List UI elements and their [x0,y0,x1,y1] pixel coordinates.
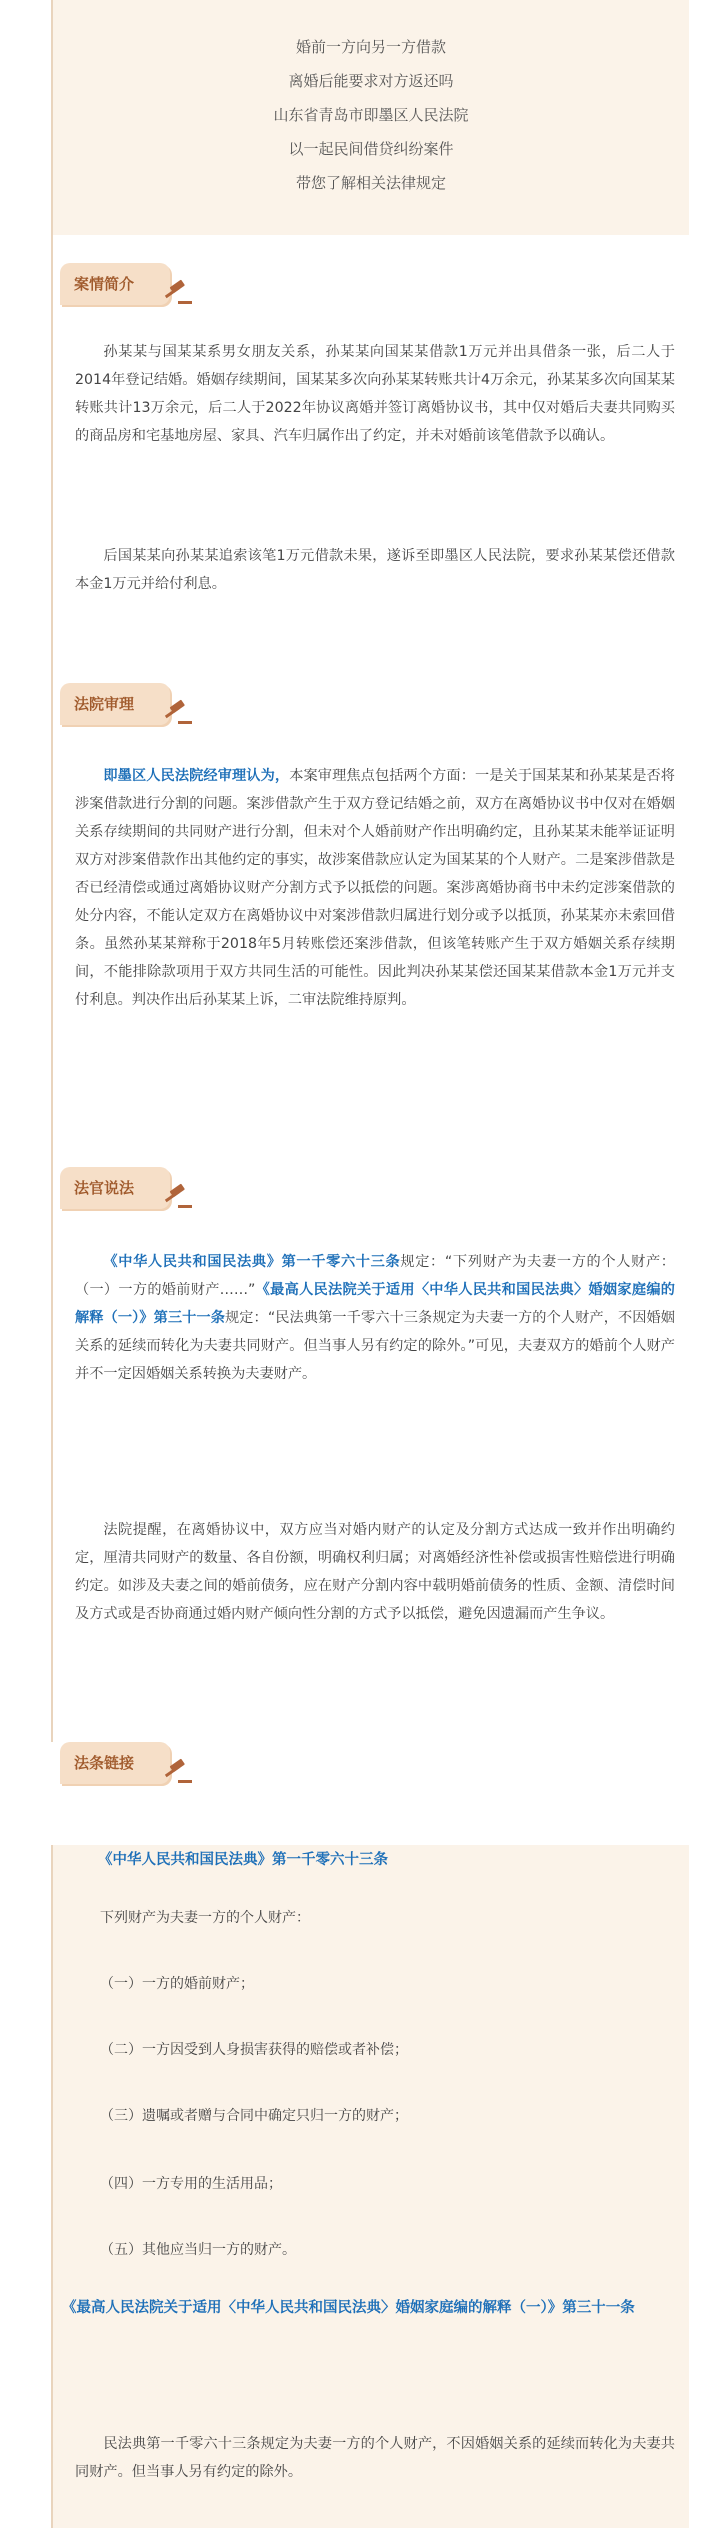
case-tab-label: 案情简介 [74,275,135,293]
gavel-icon [158,279,194,307]
links-tab-label: 法条链接 [74,1754,135,1772]
court-lead: 即墨区人民法院经审理认为， [103,768,290,784]
gavel-icon [158,699,194,727]
case-paragraph-1: 孙某某与国某某系男女朋友关系，孙某某向国某某借款1万元并出具借条一张，后二人于2014年登记结婚。婚姻存续期间，国某某多次向孙某某转账共计4万余元，孙某某多次向国某某转账共计13万余元，后二人于2022年协议离婚并签订离婚协议书，其中仅对婚后夫妻共同购买的商品房和宅基地房屋、家具、汽车归属作出了约定，并未对婚前该笔借款予以确认。 [75,344,675,444]
intro-line: 离婚后能要求对方返还吗 [288,72,454,90]
judge-tab [60,1167,170,1209]
links-item: （四）一方专用的生活用品； [100,2176,282,2192]
links-law-title-2: 《最高人民法院关于适用〈中华人民共和国民法典〉婚姻家庭编的解释（一）》第三十一条 [62,2300,635,2316]
case-tab [60,263,170,305]
intro-line: 婚前一方向另一方借款 [295,38,446,56]
intro-lines [53,30,689,200]
judge-paragraph-2: 法院提醒，在离婚协议中，双方应当对婚内财产的认定及分割方式达成一致并作出明确约定，厘清共同财产的数量、各自份额，明确权利归属；对离婚经济性补偿或损害性赔偿进行明确约定。如涉及夫妻之间的婚前债务，应在财产分割内容中载明婚前债务的性质、金额、清偿时间及方式或是否协商通过婚内财产倾向性分割的方式予以抵偿，避免因遗漏而产生争议。 [75,1522,675,1622]
judge-section [51,1138,689,1742]
links-item: （二）一方因受到人身损害获得的赔偿或者补偿； [100,2042,408,2058]
court-tab-label: 法院审理 [74,695,135,713]
links-item: （一）一方的婚前财产； [100,1976,254,1992]
case-paragraph-2: 后国某某向孙某某追索该笔1万元借款未果，遂诉至即墨区人民法院，要求孙某某偿还借款本金1万元并给付利息。 [75,548,675,592]
intro-line: 山东省青岛市即墨区人民法院 [273,106,469,124]
links-item: （五）其他应当归一方的财产。 [100,2242,296,2258]
links-item: （三）遗嘱或者赠与合同中确定只归一方的财产； [100,2108,408,2124]
court-tab [60,683,170,725]
links-tab [60,1742,170,1784]
judge-law-1: 《中华人民共和国民法典》第一千零六十三条 [103,1254,401,1270]
gavel-icon [158,1758,194,1786]
links-law-title-1: 《中华人民共和国民法典》第一千零六十三条 [98,1852,388,1868]
intro-line: 带您了解相关法律规定 [295,174,446,192]
judge-text-2: 规定：“民法典第一千零六十三条规定为夫妻一方的个人财产，不因婚姻关系的延续而转化为夫妻共同财产。但当事人另有约定的除外。”可见，夫妻双方的婚前个人财产并不一定因婚姻关系转换为夫妻财产。 [75,1310,675,1382]
judge-law-2: 《最高人民法院关于适用〈中华人民共和国民法典〉婚姻家庭编的解释（一）》第三十一条 [75,1282,675,1326]
court-paragraph [75,762,675,1014]
judge-paragraph-1 [75,1248,675,1388]
court-body: 本案审理焦点包括两个方面：一是关于国某某和孙某某是否将涉案借款进行分割的问题。案涉借款产生于双方登记结婚之前，双方在离婚协议书中仅对在婚姻关系存续期间的共同财产进行分割，但未对个人婚前财产作出明确约定，且孙某某未能举证证明双方对涉案借款作出其他约定的事实，故涉案借款应认定为国某某的个人财产。二是案涉借款是否已经清偿或通过离婚协议财产分割方式予以抵偿的问题。案涉离婚协商书中未约定涉案借款的处分内容，不能认定双方在离婚协议中对案涉借款归属进行划分或予以抵顶，孙某某亦未索回借条。虽然孙某某辩称于2018年5月转账偿还案涉借款，但该笔转账产生于双方婚姻关系存续期间，不能排除款项用于双方共同生活的可能性。因此判决孙某某偿还国某某借款本金1万元并支付利息。判决作出后孙某某上诉，二审法院维持原判。 [75,768,675,1008]
intro-line: 以一起民间借贷纠纷案件 [288,140,454,158]
links-intro: 下列财产为夫妻一方的个人财产： [100,1910,310,1926]
intro-box [51,0,689,235]
gavel-icon [158,1183,194,1211]
judge-tab-label: 法官说法 [74,1179,135,1197]
judge-text-1: 规定：“下列财产为夫妻一方的个人财产：（一）一方的婚前财产……” [75,1254,675,1298]
links-paragraph: 民法典第一千零六十三条规定为夫妻一方的个人财产，不因婚姻关系的延续而转化为夫妻共同财产。但当事人另有约定的除外。 [75,2436,675,2480]
